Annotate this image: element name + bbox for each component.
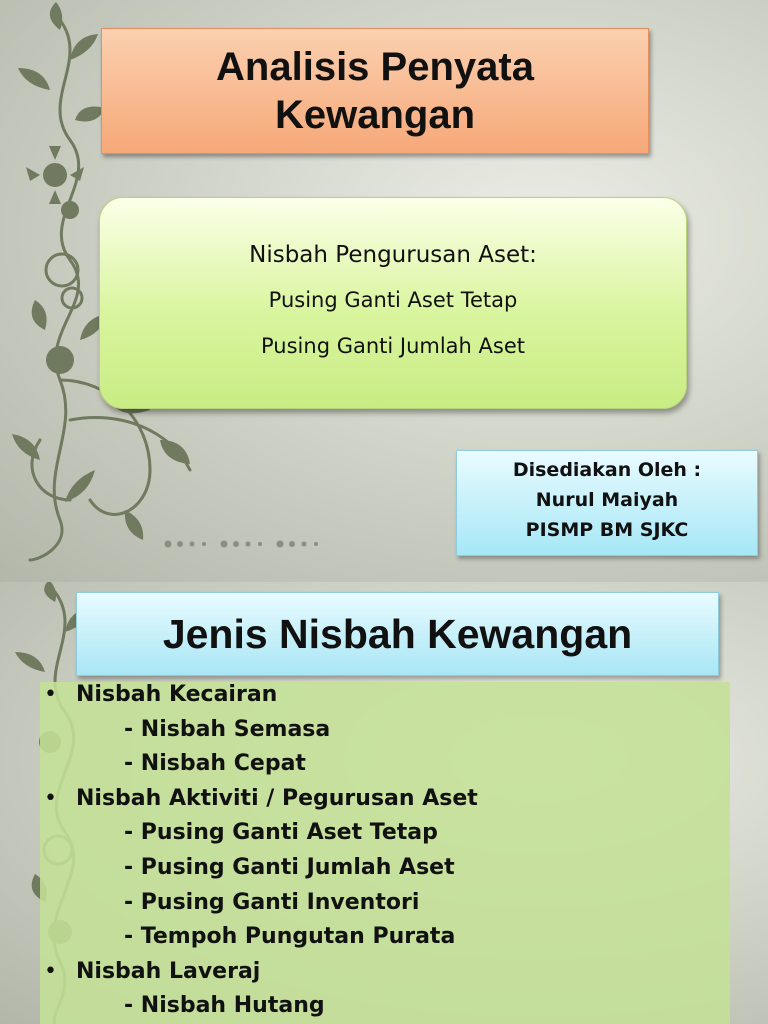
sub-list-item: - Pusing Ganti Aset Tetap xyxy=(124,820,438,846)
sub-list-item: - Nisbah Hutang xyxy=(124,993,325,1019)
sub-list-item: - Pusing Ganti Jumlah Aset xyxy=(124,855,455,880)
topic-line-1: Pusing Ganti Aset Tetap xyxy=(268,288,518,312)
sub-list-item: - Pusing Ganti Inventori xyxy=(124,889,420,915)
credit-box xyxy=(456,450,758,556)
section-title-box xyxy=(76,592,719,676)
sub-list-item: - Nisbah Cepat xyxy=(124,751,306,777)
author-program: PISMP BM SJKC xyxy=(525,519,689,541)
credit-label: Disediakan Oleh : xyxy=(512,459,702,481)
list-item: Nisbah Aktiviti / Pegurusan Aset xyxy=(76,785,478,811)
sub-list-item: - Tempoh Pungutan Purata xyxy=(124,924,456,950)
dot-divider-decoration xyxy=(162,538,322,550)
sub-list-item: - Nisbah Semasa xyxy=(124,716,331,742)
slide-title: Analisis Penyata Kewangan xyxy=(216,45,534,137)
list-item: Nisbah Kecairan xyxy=(76,682,278,707)
slide-2 xyxy=(0,582,768,1024)
topic-box xyxy=(99,197,687,409)
title-box xyxy=(101,28,649,154)
bullet-icon: • xyxy=(44,682,57,707)
bullet-icon: • xyxy=(44,785,57,811)
topic-line-2: Pusing Ganti Jumlah Aset xyxy=(261,334,525,358)
list-item: Nisbah Laveraj xyxy=(76,958,261,984)
author-name: Nurul Maiyah xyxy=(535,489,679,511)
topic-heading: Nisbah Pengurusan Aset: xyxy=(249,242,537,268)
bullet-icon: • xyxy=(44,958,57,984)
ratio-list-panel xyxy=(40,682,730,1024)
section-title: Jenis Nisbah Kewangan xyxy=(162,610,633,657)
